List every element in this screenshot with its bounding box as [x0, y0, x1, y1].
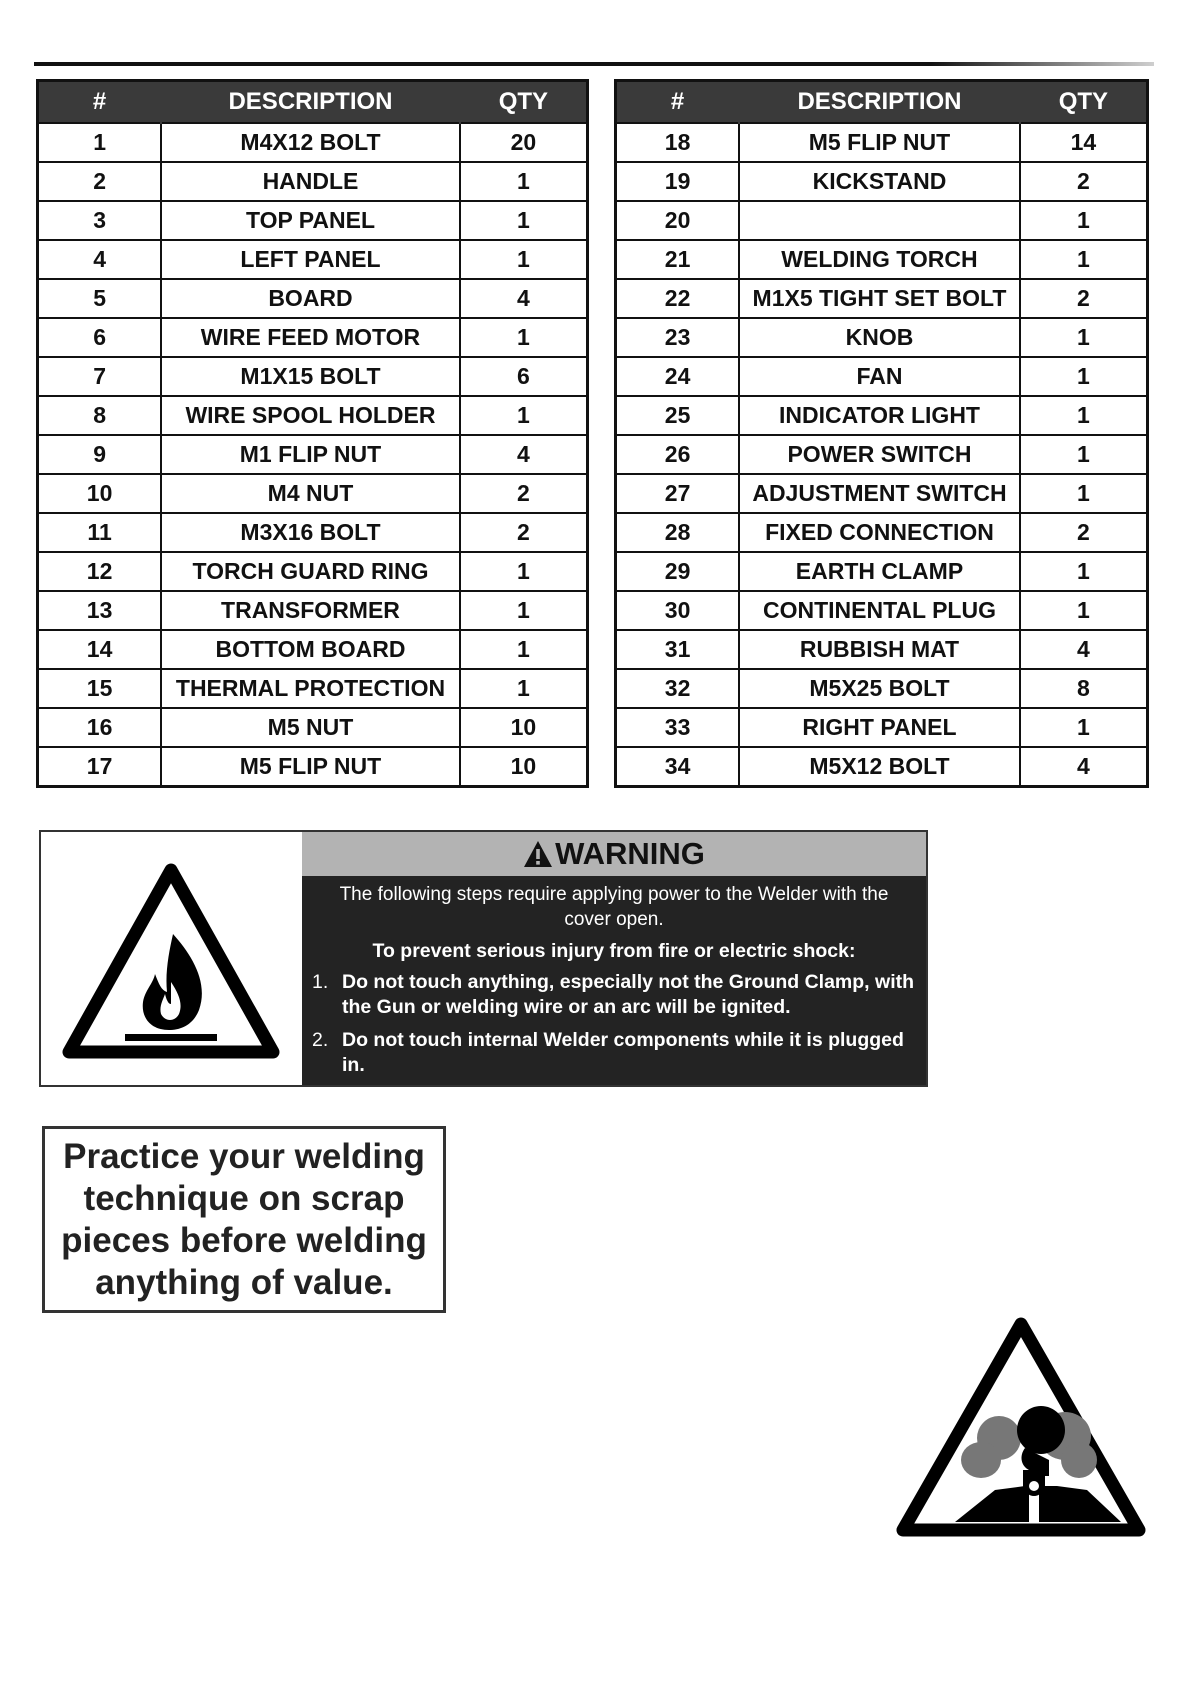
part-description: M5X12 BOLT	[739, 747, 1020, 787]
table-row	[38, 318, 588, 357]
part-number: 13	[38, 591, 162, 630]
part-description: RIGHT PANEL	[739, 708, 1020, 747]
part-description: WIRE SPOOL HOLDER	[161, 396, 460, 435]
part-qty: 1	[1020, 357, 1148, 396]
table-row	[616, 162, 1148, 201]
part-qty: 1	[1020, 552, 1148, 591]
table-row	[616, 279, 1148, 318]
part-number: 11	[38, 513, 162, 552]
top-rule	[34, 62, 1154, 66]
part-description: ADJUSTMENT SWITCH	[739, 474, 1020, 513]
table-row	[38, 162, 588, 201]
part-description: M1X15 BOLT	[161, 357, 460, 396]
table-row	[616, 201, 1148, 240]
part-description: RUBBISH MAT	[739, 630, 1020, 669]
part-qty: 1	[460, 396, 588, 435]
warning-item-text: Do not touch anything, especially not the Ground Clamp, with the Gun or welding wire or an arc will be ignited.	[342, 971, 915, 1018]
warning-item	[302, 1028, 926, 1078]
part-qty: 1	[1020, 708, 1148, 747]
table-row	[616, 357, 1148, 396]
table-row	[616, 435, 1148, 474]
warning-panel	[302, 832, 926, 1085]
part-description: FIXED CONNECTION	[739, 513, 1020, 552]
part-description: LEFT PANEL	[161, 240, 460, 279]
part-qty: 1	[1020, 318, 1148, 357]
table-row	[38, 435, 588, 474]
header-description: DESCRIPTION	[739, 81, 1020, 124]
part-description: KNOB	[739, 318, 1020, 357]
part-number: 20	[616, 201, 740, 240]
part-number: 12	[38, 552, 162, 591]
part-qty: 2	[1020, 279, 1148, 318]
table-row	[38, 708, 588, 747]
table-row	[38, 552, 588, 591]
part-number: 15	[38, 669, 162, 708]
part-description: TORCH GUARD RING	[161, 552, 460, 591]
parts-table-left	[36, 79, 589, 788]
table-row	[38, 396, 588, 435]
table-row	[38, 357, 588, 396]
part-number: 6	[38, 318, 162, 357]
table-row	[616, 318, 1148, 357]
part-description	[739, 201, 1020, 240]
warning-box	[39, 830, 928, 1087]
part-qty: 1	[460, 552, 588, 591]
header-qty: QTY	[1020, 81, 1148, 124]
table-row	[616, 474, 1148, 513]
header-qty: QTY	[460, 81, 588, 124]
warning-item-number: 1.	[312, 971, 329, 993]
table-row	[38, 201, 588, 240]
part-number: 29	[616, 552, 740, 591]
part-qty: 14	[1020, 123, 1148, 162]
header-number: #	[616, 81, 740, 124]
table-row	[616, 123, 1148, 162]
part-qty: 6	[460, 357, 588, 396]
header-number: #	[38, 81, 162, 124]
part-number: 5	[38, 279, 162, 318]
table-row	[616, 513, 1148, 552]
part-qty: 1	[460, 669, 588, 708]
table-row	[616, 747, 1148, 787]
header-description: DESCRIPTION	[161, 81, 460, 124]
part-qty: 2	[1020, 162, 1148, 201]
part-qty: 1	[1020, 591, 1148, 630]
part-number: 27	[616, 474, 740, 513]
flammable-warning-icon	[41, 832, 302, 1085]
part-qty: 1	[460, 240, 588, 279]
part-number: 8	[38, 396, 162, 435]
part-qty: 1	[460, 318, 588, 357]
part-qty: 20	[460, 123, 588, 162]
table-row	[38, 279, 588, 318]
table-row	[38, 630, 588, 669]
part-number: 32	[616, 669, 740, 708]
table-row	[616, 591, 1148, 630]
warning-item-number: 2.	[312, 1029, 329, 1051]
part-number: 31	[616, 630, 740, 669]
part-number: 2	[38, 162, 162, 201]
part-description: BOTTOM BOARD	[161, 630, 460, 669]
part-description: WIRE FEED MOTOR	[161, 318, 460, 357]
table-row	[38, 669, 588, 708]
table-header-row	[616, 81, 1148, 124]
part-number: 7	[38, 357, 162, 396]
warning-lead: To prevent serious injury from fire or electric shock:	[372, 940, 856, 962]
table-header-row	[38, 81, 588, 124]
part-number: 19	[616, 162, 740, 201]
part-qty: 10	[460, 747, 588, 787]
part-qty: 1	[1020, 201, 1148, 240]
part-qty: 10	[460, 708, 588, 747]
part-description: M1 FLIP NUT	[161, 435, 460, 474]
table-row	[616, 630, 1148, 669]
table-row	[38, 747, 588, 787]
part-number: 16	[38, 708, 162, 747]
table-row	[616, 240, 1148, 279]
part-qty: 1	[1020, 396, 1148, 435]
part-qty: 1	[460, 162, 588, 201]
part-qty: 2	[1020, 513, 1148, 552]
warning-list	[302, 970, 926, 1078]
table-row	[38, 474, 588, 513]
part-qty: 4	[1020, 630, 1148, 669]
part-number: 18	[616, 123, 740, 162]
part-description: POWER SWITCH	[739, 435, 1020, 474]
part-description: FAN	[739, 357, 1020, 396]
part-description: M3X16 BOLT	[161, 513, 460, 552]
warning-intro: The following steps require applying power to the Welder with the cover open.	[339, 884, 889, 930]
part-qty: 1	[1020, 435, 1148, 474]
part-description: INDICATOR LIGHT	[739, 396, 1020, 435]
table-row	[38, 513, 588, 552]
part-number: 26	[616, 435, 740, 474]
part-number: 10	[38, 474, 162, 513]
part-number: 28	[616, 513, 740, 552]
part-number: 22	[616, 279, 740, 318]
part-description: M5X25 BOLT	[739, 669, 1020, 708]
part-number: 30	[616, 591, 740, 630]
part-description: EARTH CLAMP	[739, 552, 1020, 591]
part-qty: 4	[460, 279, 588, 318]
part-description: THERMAL PROTECTION	[161, 669, 460, 708]
part-number: 17	[38, 747, 162, 787]
fumes-hazard-icon	[889, 1310, 1153, 1546]
table-row	[616, 669, 1148, 708]
part-number: 34	[616, 747, 740, 787]
part-description: HANDLE	[161, 162, 460, 201]
part-description: KICKSTAND	[739, 162, 1020, 201]
parts-table-right	[614, 79, 1149, 788]
part-qty: 8	[1020, 669, 1148, 708]
part-number: 14	[38, 630, 162, 669]
warning-title: WARNING	[555, 836, 705, 871]
alert-triangle-icon	[523, 840, 553, 868]
warning-item	[302, 970, 926, 1020]
part-qty: 2	[460, 513, 588, 552]
table-row	[38, 240, 588, 279]
part-description: M1X5 TIGHT SET BOLT	[739, 279, 1020, 318]
part-number: 4	[38, 240, 162, 279]
part-qty: 4	[460, 435, 588, 474]
part-qty: 1	[460, 630, 588, 669]
part-qty: 4	[1020, 747, 1148, 787]
part-description: WELDING TORCH	[739, 240, 1020, 279]
part-number: 1	[38, 123, 162, 162]
part-number: 21	[616, 240, 740, 279]
warning-item-text: Do not touch internal Welder components while it is plugged in.	[342, 1029, 904, 1076]
practice-note: Practice your welding technique on scrap pieces before welding anything of value.	[42, 1126, 446, 1313]
part-number: 24	[616, 357, 740, 396]
part-qty: 1	[460, 591, 588, 630]
part-qty: 1	[1020, 240, 1148, 279]
table-row	[616, 552, 1148, 591]
part-number: 3	[38, 201, 162, 240]
part-qty: 1	[460, 201, 588, 240]
part-description: M5 FLIP NUT	[161, 747, 460, 787]
part-qty: 1	[1020, 474, 1148, 513]
part-description: CONTINENTAL PLUG	[739, 591, 1020, 630]
part-description: M4X12 BOLT	[161, 123, 460, 162]
table-row	[616, 396, 1148, 435]
part-description: M4 NUT	[161, 474, 460, 513]
part-description: TOP PANEL	[161, 201, 460, 240]
table-row	[38, 591, 588, 630]
table-row	[616, 708, 1148, 747]
part-description: M5 NUT	[161, 708, 460, 747]
part-description: BOARD	[161, 279, 460, 318]
part-qty: 2	[460, 474, 588, 513]
part-number: 9	[38, 435, 162, 474]
part-number: 25	[616, 396, 740, 435]
warning-header	[302, 832, 926, 876]
part-description: M5 FLIP NUT	[739, 123, 1020, 162]
part-number: 33	[616, 708, 740, 747]
table-row	[38, 123, 588, 162]
part-description: TRANSFORMER	[161, 591, 460, 630]
part-number: 23	[616, 318, 740, 357]
